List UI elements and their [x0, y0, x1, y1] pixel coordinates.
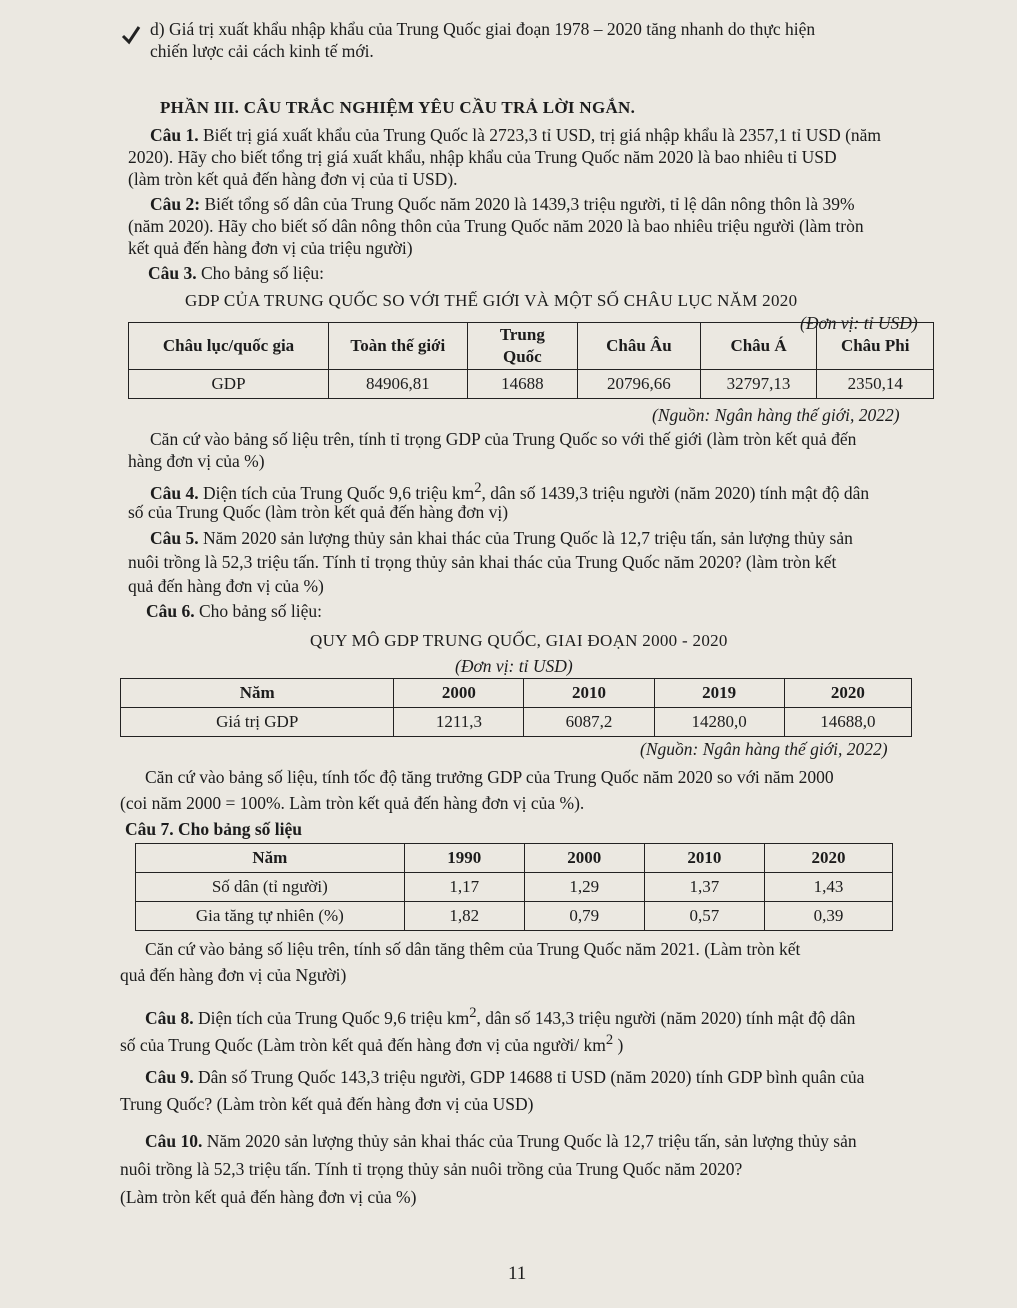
q9-label: Câu 9. [145, 1067, 194, 1087]
table-cell: 1,37 [644, 873, 764, 902]
table-header: Châu Á [700, 323, 817, 370]
q7-task-line1: Căn cứ vào bảng số liệu trên, tính số dân tăng thêm của Trung Quốc năm 2021. (Làm tròn kết [145, 939, 801, 959]
table-cell: 32797,13 [700, 370, 817, 399]
q1-text-1: Biết trị giá xuất khẩu của Trung Quốc là 2723,3 tỉ USD, trị giá nhập khẩu là 2357,1 tỉ USD (năm [203, 125, 882, 145]
table-cell: GDP [129, 370, 329, 399]
q3-task-line1: Căn cứ vào bảng số liệu trên, tính tỉ trọng GDP của Trung Quốc so với thế giới (làm tròn kết quả đến [150, 429, 857, 449]
q3-gdp-table [128, 322, 934, 399]
q1-line3: (làm tròn kết quả đến hàng đơn vị của tỉ USD). [128, 169, 458, 189]
table-header-row [136, 844, 893, 873]
q4-label: Câu 4. [150, 482, 199, 503]
table-header: Châu Âu [578, 323, 701, 370]
q8-line2 [120, 1029, 623, 1056]
table-cell: 84906,81 [329, 370, 468, 399]
table-cell: 1,82 [404, 902, 524, 931]
q6-source: (Nguồn: Ngân hàng thế giới, 2022) [640, 739, 888, 759]
table-header-row [121, 679, 912, 708]
q6-intro-text: Cho bảng số liệu: [199, 601, 322, 621]
q5-line3: quả đến hàng đơn vị của %) [128, 576, 324, 596]
q6-label: Câu 6. [146, 601, 195, 621]
header-trung: Trung [499, 325, 545, 344]
q2-line2: (năm 2020). Hãy cho biết số dân nông thôn của Trung Quốc năm 2020 là bao nhiêu triệu người (làm tròn [128, 216, 864, 236]
q7-task-line2: quả đến hàng đơn vị của Người) [120, 965, 347, 985]
table-header: 2000 [524, 844, 644, 873]
table-cell: Giá trị GDP [121, 708, 394, 737]
table-header: 2019 [654, 679, 784, 708]
table-cell: 0,79 [524, 902, 644, 931]
table-row [121, 708, 912, 737]
table-header: Toàn thế giới [329, 323, 468, 370]
q5-line1 [150, 527, 853, 549]
q1-line1 [150, 124, 881, 146]
q9-text-1: Dân số Trung Quốc 143,3 triệu người, GDP 14688 tỉ USD (năm 2020) tính GDP bình quân của [198, 1067, 865, 1087]
q6-task-line2: (coi năm 2000 = 100%. Làm tròn kết quả đến hàng đơn vị của %). [120, 793, 585, 813]
table-cell: 20796,66 [578, 370, 701, 399]
q1-label: Câu 1. [150, 125, 199, 145]
table-cell: 1,43 [764, 873, 892, 902]
table-cell: 2350,14 [817, 370, 934, 399]
q4-text-b: , dân số 1439,3 triệu người (năm 2020) tính mật độ dân [481, 482, 870, 503]
q1-line2: 2020). Hãy cho biết tổng trị giá xuất khẩu, nhập khẩu của Trung Quốc năm 2020 là bao nhiêu tỉ USD [128, 147, 837, 167]
q2-line1 [150, 193, 855, 215]
q7-label: Câu 7. Cho bảng số liệu [125, 819, 302, 839]
q8-text-b: , dân số 143,3 triệu người (năm 2020) tính mật độ dân [476, 1007, 856, 1028]
table-header: 2020 [784, 679, 911, 708]
table-row [129, 370, 934, 399]
q4-line1 [150, 477, 869, 504]
q3-source: (Nguồn: Ngân hàng thế giới, 2022) [652, 405, 900, 425]
q2-label: Câu 2: [150, 194, 201, 214]
q10-line1 [145, 1130, 857, 1152]
q6-table-title: QUY MÔ GDP TRUNG QUỐC, GIAI ĐOẠN 2000 - 2020 [310, 631, 728, 650]
q9-line1 [145, 1066, 864, 1088]
q3-table-title: GDP CỦA TRUNG QUỐC SO VỚI THẾ GIỚI VÀ MỘT SỐ CHÂU LỤC NĂM 2020 [185, 291, 798, 310]
table-cell: 14688 [467, 370, 578, 399]
q8-superscript: 2 [469, 1005, 477, 1021]
table-header: 2000 [394, 679, 524, 708]
q7-population-table [135, 843, 893, 931]
checkmark-icon [120, 24, 142, 46]
table-header: 1990 [404, 844, 524, 873]
table-cell: 0,57 [644, 902, 764, 931]
q6-intro [146, 600, 322, 622]
q3-label: Câu 3. [148, 263, 197, 283]
table-header [467, 323, 578, 370]
table-row [136, 902, 893, 931]
q3-task-line2: hàng đơn vị của %) [128, 451, 265, 471]
q8-text-c: số của Trung Quốc (Làm tròn kết quả đến hàng đơn vị của người/ km [120, 1034, 606, 1055]
q2-text-1: Biết tổng số dân của Trung Quốc năm 2020 là 1439,3 triệu người, tỉ lệ dân nông thôn là 39% [204, 194, 855, 214]
q4-text-a: Diện tích của Trung Quốc 9,6 triệu km [203, 482, 475, 503]
q8-superscript-2: 2 [605, 1032, 614, 1048]
option-d-line2: chiến lược cải cách kinh tế mới. [150, 41, 374, 61]
table-cell: 14688,0 [784, 708, 911, 737]
table-header: Năm [121, 679, 394, 708]
table-cell: 0,39 [764, 902, 892, 931]
q8-text-a: Diện tích của Trung Quốc 9,6 triệu km [198, 1007, 470, 1028]
q6-task-line1: Căn cứ vào bảng số liệu, tính tốc độ tăng trưởng GDP của Trung Quốc năm 2020 so với năm 2000 [145, 767, 834, 787]
q5-label: Câu 5. [150, 528, 199, 548]
q8-label: Câu 8. [145, 1007, 194, 1028]
page-number: 11 [508, 1263, 527, 1284]
section-title: PHẦN III. CÂU TRẮC NGHIỆM YÊU CẦU TRẢ LỜI NGẮN. [160, 98, 636, 117]
q9-line2: Trung Quốc? (Làm tròn kết quả đến hàng đơn vị của USD) [120, 1094, 534, 1114]
q10-text-1: Năm 2020 sản lượng thủy sản khai thác của Trung Quốc là 12,7 triệu tấn, sản lượng thủy sản [206, 1131, 857, 1151]
q3-unit: (Đơn vị: tỉ USD) [800, 313, 918, 333]
table-cell: 1,17 [404, 873, 524, 902]
q5-text-1: Năm 2020 sản lượng thủy sản khai thác của Trung Quốc là 12,7 triệu tấn, sản lượng thủy sản [203, 528, 853, 548]
q4-line2: số của Trung Quốc (làm tròn kết quả đến hàng đơn vị) [128, 502, 509, 522]
q10-label: Câu 10. [145, 1131, 203, 1151]
q2-line3: kết quả đến hàng đơn vị của triệu người) [128, 238, 413, 258]
table-cell: Gia tăng tự nhiên (%) [136, 902, 405, 931]
option-d-line1: d) Giá trị xuất khẩu nhập khẩu của Trung Quốc giai đoạn 1978 – 2020 tăng nhanh do thực hiện [150, 19, 816, 39]
table-cell: Số dân (tỉ người) [136, 873, 405, 902]
q10-line2: nuôi trồng là 52,3 triệu tấn. Tính tỉ trọng thủy sản nuôi trồng của Trung Quốc năm 2020? [120, 1159, 743, 1179]
q8-line1 [145, 1002, 855, 1029]
table-cell: 1211,3 [394, 708, 524, 737]
table-row [136, 873, 893, 902]
q5-line2: nuôi trồng là 52,3 triệu tấn. Tính tỉ trọng thủy sản khai thác của Trung Quốc năm 2020? (làm tròn kết [128, 552, 837, 572]
q4-superscript: 2 [474, 480, 482, 496]
table-cell: 6087,2 [524, 708, 654, 737]
q3-intro-text: Cho bảng số liệu: [201, 263, 324, 283]
table-header: 2010 [644, 844, 764, 873]
q6-gdp-table [120, 678, 912, 737]
q6-unit: (Đơn vị: tỉ USD) [455, 656, 573, 676]
q3-intro [148, 262, 324, 284]
q8-text-d: ) [613, 1034, 624, 1055]
table-header: Năm [136, 844, 405, 873]
q10-line3: (Làm tròn kết quả đến hàng đơn vị của %) [120, 1187, 417, 1207]
table-cell: 1,29 [524, 873, 644, 902]
table-header: Châu Phi [817, 323, 934, 370]
table-header-row [129, 323, 934, 370]
header-quoc: Quốc [502, 347, 542, 366]
table-header: Châu lục/quốc gia [129, 323, 329, 370]
table-cell: 14280,0 [654, 708, 784, 737]
table-header: 2010 [524, 679, 654, 708]
table-header: 2020 [764, 844, 892, 873]
